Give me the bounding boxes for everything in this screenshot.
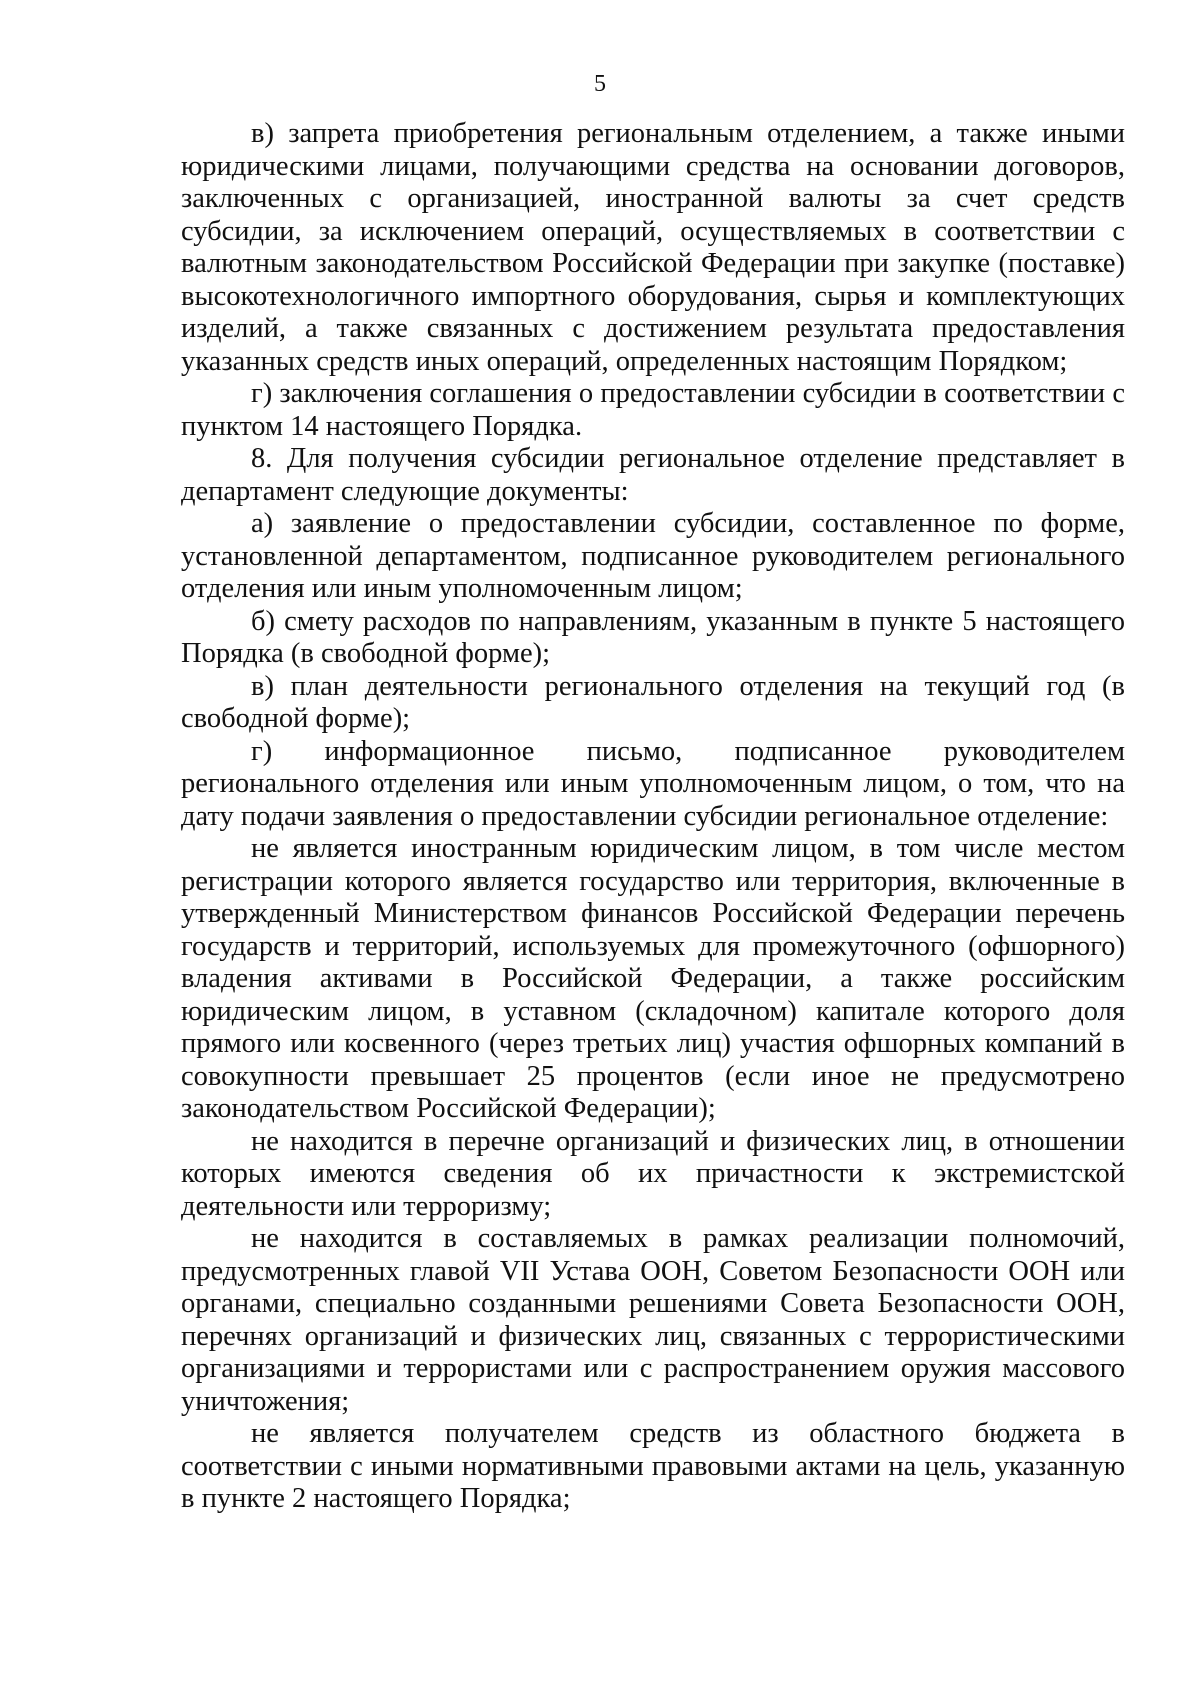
paragraph-not-extremist-list: не находится в перечне организаций и физических лиц, в отношении которых имеются сведения об их причастности к экстремистской деятельности или терроризму; [181, 1125, 1125, 1222]
paragraph-a-application: а) заявление о предоставлении субсидии, составленное по форме, установленной департаментом, подписанное руководителем регионального отделения или иным уполномоченным лицом; [181, 508, 1125, 604]
document-body [181, 118, 1125, 1516]
paragraph-not-budget-recipient: не является получателем средств из областного бюджета в соответствии с иными нормативными правовыми актами на цель, указанную в пункте 2 настоящего Порядка; [181, 1418, 1125, 1514]
paragraph-8-documents: 8. Для получения субсидии региональное отделение представляет в департамент следующие документы: [181, 443, 1125, 507]
paragraph-not-foreign-entity: не является иностранным юридическим лицом, в том числе местом регистрации которого является государство или территория, включенные в утвержденный Министерством финансов Российской Федерации перечень государств и территорий, используемых для промежуточного (офшорного) владения активами в Российской Федерации, а также российским юридическим лицом, в уставном (складочном) капитале которого доля прямого или косвенного (через третьих лиц) участия офшорных компаний в совокупности превышает 25 процентов (если иное не предусмотрено законодательством Российской Федерации); [181, 833, 1125, 1124]
paragraph-v-currency-prohibition: в) запрета приобретения региональным отделением, а также иными юридическими лицами, получающими средства на основании договоров, заключенных с организацией, иностранной валюты за счет средств субсидии, за исключением операций, осуществляемых в соответствии с валютным законодательством Российской Федерации при закупке (поставке) высокотехнологичного импортного оборудования, сырья и комплектующих изделий, а также связанных с достижением результата предоставления указанных средств иных операций, определенных настоящим Порядком; [181, 118, 1125, 377]
paragraph-b-estimate: б) смету расходов по направлениям, указанным в пункте 5 настоящего Порядка (в свободной форме); [181, 605, 1125, 669]
page-number: 5 [594, 71, 606, 97]
paragraph-g-agreement: г) заключения соглашения о предоставлении субсидии в соответствии с пунктом 14 настоящего Порядка. [181, 378, 1125, 442]
paragraph-g-info-letter: г) информационное письмо, подписанное руководителем регионального отделения или иным уполномоченным лицом, о том, что на дату подачи заявления о предоставлении субсидии региональное отделение: [181, 735, 1125, 832]
paragraph-v-activity-plan: в) план деятельности регионального отделения на текущий год (в свободной форме); [181, 670, 1125, 734]
paragraph-not-un-sanctions-list: не находится в составляемых в рамках реализации полномочий, предусмотренных главой VII Устава ООН, Советом Безопасности ООН или органами, специально созданными решениями Совета Безопасности ООН, перечнях организаций и физических лиц, связанных с террористическими организациями и террористами или с распространением оружия массового уничтожения; [181, 1223, 1125, 1417]
